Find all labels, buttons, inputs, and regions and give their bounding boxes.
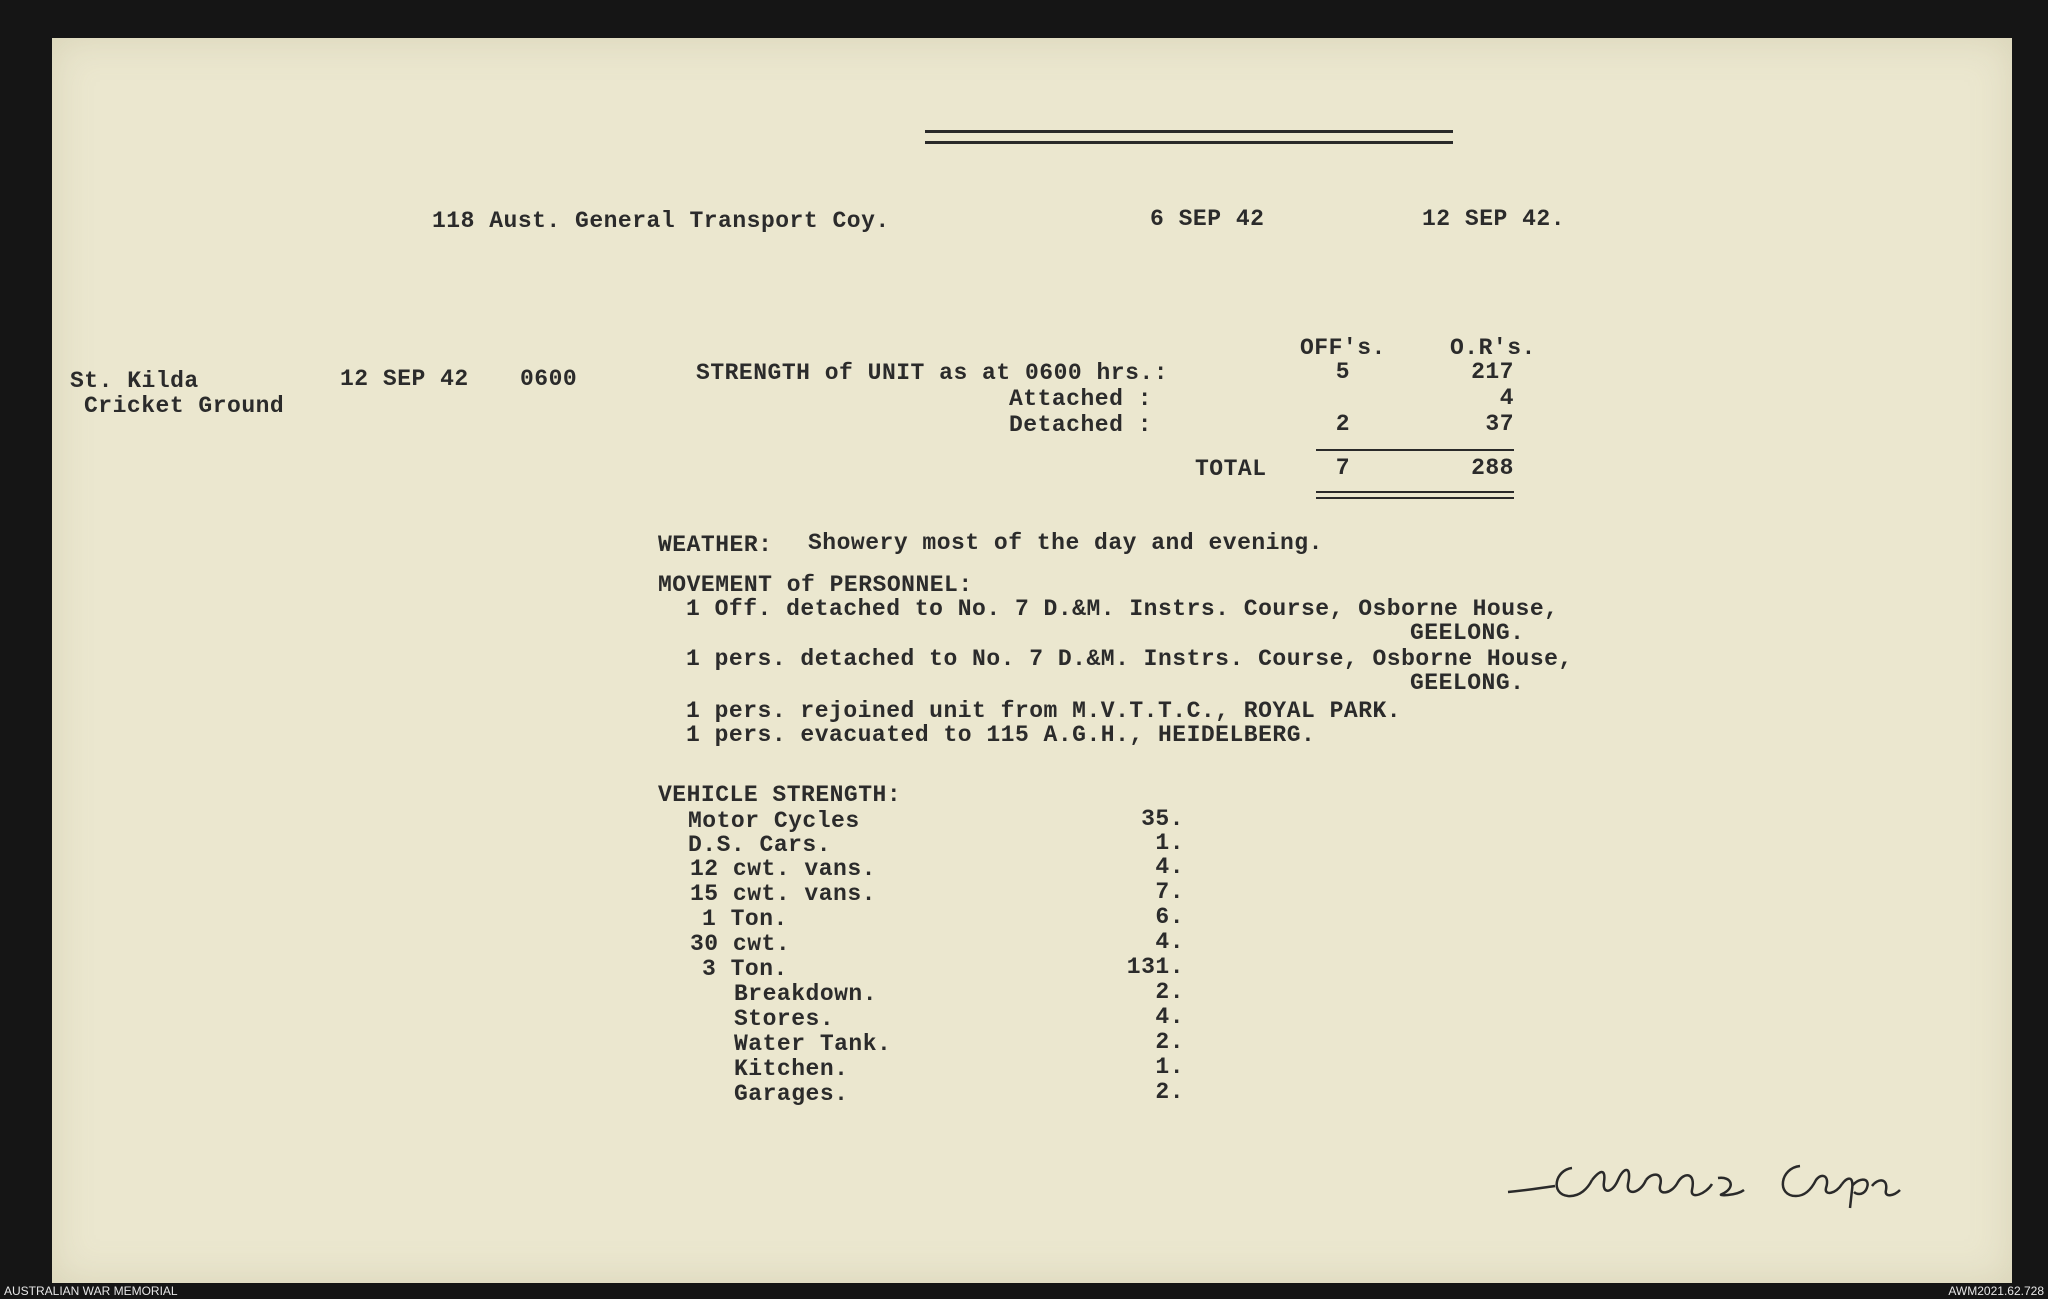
vehicle-heading: VEHICLE STRENGTH: xyxy=(658,782,902,808)
total-offs: 7 xyxy=(1335,455,1350,481)
vehicle-label: 30 cwt. xyxy=(690,931,791,957)
detached-row-offs: 2 xyxy=(1335,411,1350,437)
top-rule-2 xyxy=(925,141,1453,144)
vehicle-label: Stores. xyxy=(734,1006,835,1032)
detached-row-ors: 37 xyxy=(1485,411,1514,437)
attached-row-ors: 4 xyxy=(1499,385,1514,411)
vehicle-count: 7. xyxy=(1155,879,1184,905)
vehicle-label: Water Tank. xyxy=(734,1031,892,1057)
vehicle-count: 4. xyxy=(1155,929,1184,955)
vehicle-label: D.S. Cars. xyxy=(688,832,832,858)
vehicle-count: 2. xyxy=(1155,979,1184,1005)
attached-row-label: Attached : xyxy=(1008,386,1152,412)
vehicle-count: 131. xyxy=(1126,954,1184,980)
vehicle-label: 1 Ton. xyxy=(702,906,788,932)
total-rule-double-2 xyxy=(1316,497,1514,499)
vehicle-count: 35. xyxy=(1141,806,1184,832)
place-line-2: Cricket Ground xyxy=(84,393,285,419)
total-rule-double-1 xyxy=(1316,491,1514,493)
vehicle-label: 15 cwt. vans. xyxy=(690,881,876,907)
total-ors: 288 xyxy=(1471,455,1514,481)
entry-date: 12 SEP 42 xyxy=(340,366,469,392)
movement-line: 1 pers. evacuated to 115 A.G.H., HEIDELBERG. xyxy=(686,722,1316,748)
place-line-1: St. Kilda xyxy=(70,368,199,394)
vehicle-count: 1. xyxy=(1155,1054,1184,1080)
weather-text: Showery most of the day and evening. xyxy=(808,530,1323,556)
top-rule-1 xyxy=(925,130,1453,133)
vehicle-count: 2. xyxy=(1155,1079,1184,1105)
col-header-offs: OFF's. xyxy=(1300,335,1386,361)
vehicle-count: 6. xyxy=(1155,904,1184,930)
strength-row-ors: 217 xyxy=(1471,359,1514,385)
strength-row-label: STRENGTH of UNIT as at 0600 hrs.: xyxy=(696,360,1168,386)
total-label: TOTAL xyxy=(1195,456,1267,482)
vehicle-count: 4. xyxy=(1155,1004,1184,1030)
entry-time: 0600 xyxy=(520,366,578,392)
total-rule-top xyxy=(1316,449,1514,451)
date-from: 6 SEP 42 xyxy=(1150,206,1265,232)
strength-row-offs: 5 xyxy=(1335,359,1350,385)
vehicle-label: 12 cwt. vans. xyxy=(690,856,876,882)
unit-name: 118 Aust. General Transport Coy. xyxy=(432,208,890,234)
vehicle-count: 1. xyxy=(1155,830,1184,856)
vehicle-label: Kitchen. xyxy=(734,1056,849,1082)
movement-line: 1 Off. detached to No. 7 D.&M. Instrs. Course, Osborne House, xyxy=(686,596,1559,622)
vehicle-label: Garages. xyxy=(734,1081,849,1107)
handwritten-signature xyxy=(1500,1150,1950,1220)
weather-label: WEATHER: xyxy=(658,532,773,558)
movement-line: 1 pers. rejoined unit from M.V.T.T.C., ROYAL PARK. xyxy=(686,698,1402,724)
vehicle-count: 2. xyxy=(1155,1029,1184,1055)
movement-line-continued: GEELONG. xyxy=(1410,620,1525,646)
movement-heading: MOVEMENT of PERSONNEL: xyxy=(658,572,973,598)
vehicle-label: 3 Ton. xyxy=(702,956,788,982)
footer-reference: AWM2021.62.728 xyxy=(1948,1284,2044,1298)
detached-row-label: Detached : xyxy=(1008,412,1152,438)
movement-line: 1 pers. detached to No. 7 D.&M. Instrs. Course, Osborne House, xyxy=(686,646,1573,672)
date-to: 12 SEP 42. xyxy=(1422,206,1566,232)
footer-archive-name: AUSTRALIAN WAR MEMORIAL xyxy=(4,1284,178,1298)
movement-line-continued: GEELONG. xyxy=(1410,670,1525,696)
vehicle-count: 4. xyxy=(1155,854,1184,880)
col-header-ors: O.R's. xyxy=(1450,335,1536,361)
vehicle-label: Motor Cycles xyxy=(688,808,860,834)
vehicle-label: Breakdown. xyxy=(734,981,878,1007)
